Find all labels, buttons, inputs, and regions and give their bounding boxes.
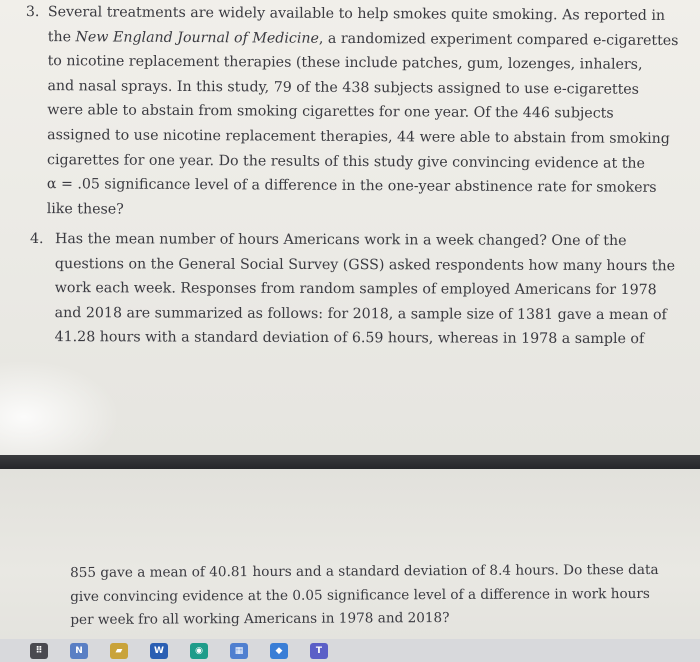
question-4-number: 4. xyxy=(29,230,44,248)
calendar-icon[interactable]: ▦ xyxy=(230,643,248,659)
question-3-line-part: , a randomized experiment compared e-cigarettes xyxy=(318,30,679,49)
store-icon[interactable]: ◆ xyxy=(270,643,288,659)
question-3-line: α = .05 significance level of a difference in the one-year abstinence rate for smokers xyxy=(46,176,657,197)
folder-icon[interactable]: ▰ xyxy=(110,643,128,659)
continuation-line: give convincing evidence at the 0.05 significance level of a difference in work hours xyxy=(70,585,650,605)
grid-icon[interactable]: ⠿ xyxy=(30,643,48,659)
continuation-line: per week fro all working Americans in 1978 and 2018? xyxy=(70,610,450,628)
question-3 xyxy=(25,0,686,225)
question-4 xyxy=(30,227,680,352)
question-3-line: like these? xyxy=(46,200,124,218)
question-4-line: 41.28 hours with a standard deviation of 6.59 hours, whereas in 1978 a sample of xyxy=(54,329,645,348)
question-4-line: and 2018 are summarized as follows: for 2018, a sample size of 1381 gave a mean of xyxy=(54,304,667,324)
question-4-line: Has the mean number of hours Americans work in a week changed? One of the xyxy=(54,231,627,250)
page-gap xyxy=(0,455,700,469)
light-glare xyxy=(0,360,120,455)
question-3-line: cigarettes for one year. Do the results of this study give convincing evidence at the xyxy=(46,151,646,172)
edge-icon[interactable]: ◉ xyxy=(190,643,208,659)
question-3-line: and nasal sprays. In this study, 79 of the 438 subjects assigned to use e-cigarettes xyxy=(47,77,640,98)
teams-icon[interactable]: T xyxy=(310,643,328,659)
question-3-line: were able to abstain from smoking cigarettes for one year. Of the 446 subjects xyxy=(47,102,614,122)
question-3-line: Several treatments are widely available to help smokes quite smoking. As reported in xyxy=(47,4,666,24)
question-4-line: questions on the General Social Survey (GSS) asked respondents how many hours the xyxy=(54,255,676,274)
question-3-line: to nicotine replacement therapies (these include patches, gum, lozenges, inhalers, xyxy=(47,53,643,73)
question-4-line: work each week. Responses from random samples of employed Americans for 1978 xyxy=(54,280,657,299)
continuation-line: 855 gave a mean of 40.81 hours and a standard deviation of 8.4 hours. Do these data xyxy=(70,561,659,581)
question-3-number: 3. xyxy=(25,3,40,21)
taskbar xyxy=(0,639,700,662)
journal-title: New England Journal of Medicine xyxy=(75,28,319,47)
question-3-line-part: the xyxy=(47,28,76,45)
word-app-icon[interactable]: N xyxy=(70,643,88,659)
question-3-line: assigned to use nicotine replacement therapies, 44 were able to abstain from smoking xyxy=(47,127,670,147)
word-icon[interactable]: W xyxy=(150,643,168,659)
question-4-continuation xyxy=(70,559,670,633)
